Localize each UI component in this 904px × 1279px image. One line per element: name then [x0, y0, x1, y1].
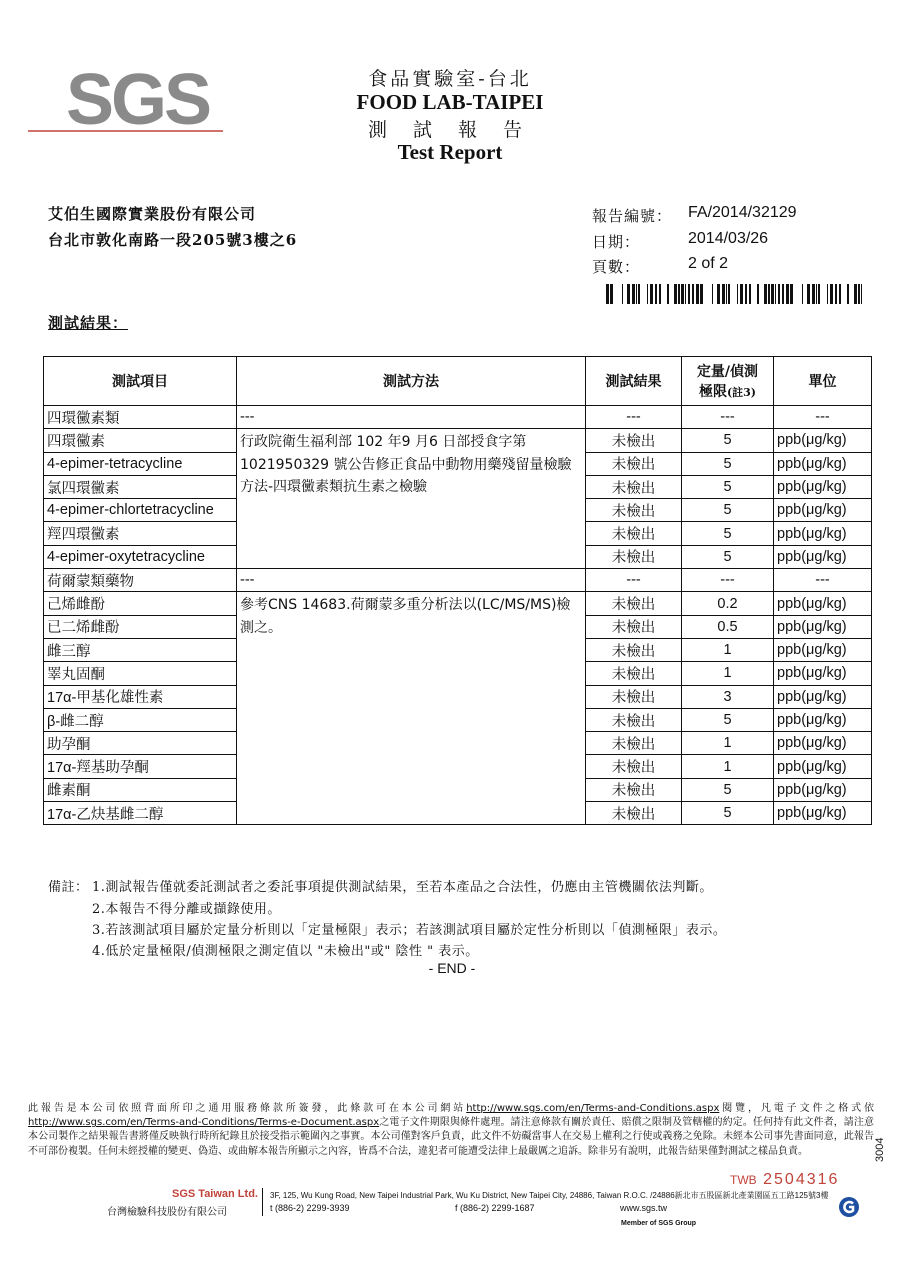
end-marker: - END -	[428, 960, 476, 976]
cell-result: 未檢出	[586, 732, 682, 755]
company-phone: t (886-2) 2299-3939	[270, 1203, 350, 1213]
note-1: 1.測試報告僅就委託測試者之委託事項提供測試結果，至若本產品之合法性，仍應由主管機關依法判斷。	[92, 880, 713, 895]
cell-limit: ---	[682, 406, 774, 429]
group-name: 荷爾蒙類藥物	[44, 569, 237, 592]
cell-unit: ---	[774, 569, 872, 592]
cell-item: 四環黴素	[44, 429, 237, 452]
header-unit: 單位	[774, 357, 872, 406]
cell-result: 未檢出	[586, 452, 682, 475]
table-row	[44, 592, 872, 615]
cell-limit: 1	[682, 732, 774, 755]
sgs-logo	[28, 62, 223, 134]
disclaimer-part-3: 之電子文件期限與條件處理。請注意條款有關於責任、賠償之限制及管轄權的約定。任何持有此文件者，請注意本公司製作之結果報告書將僅反映執行時所紀錄且於接受指示範圍內之事實。本公司僅對客戶負責，此文件不妨礙當事人在交易上權利之行使或義務之免除。未經本公司事先書面同意，此報告不可部份複製。任何未經授權的變更、偽造、或曲解本報告所顯示之內容，皆爲不合法，違犯者可能遭受法律上最嚴厲之追訴。除非另有說明，此報告結果僅對測試之樣品負責。	[28, 1117, 874, 1157]
cell-result: 未檢出	[586, 615, 682, 638]
cell-unit: ---	[774, 406, 872, 429]
cell-unit: ppb(μg/kg)	[774, 732, 872, 755]
cell-result: 未檢出	[586, 499, 682, 522]
cell-result: 未檢出	[586, 685, 682, 708]
cell-result: 未檢出	[586, 708, 682, 731]
cell-item: 己烯雌酚	[44, 592, 237, 615]
lab-name-en: FOOD LAB-TAIPEI	[356, 90, 544, 114]
cell-unit: ppb(μg/kg)	[774, 755, 872, 778]
report-pages: 2 of 2	[688, 255, 729, 272]
cell-limit: 0.2	[682, 592, 774, 615]
cell-method: 行政院衛生福利部 102 年9 月6 日部授食字第1021950329 號公告修正食品中動物用藥殘留量檢驗方法-四環黴素類抗生素之檢驗	[237, 429, 586, 569]
cell-item: 4-epimer-tetracycline	[44, 452, 237, 475]
table-row	[44, 569, 872, 592]
cell-result: 未檢出	[586, 522, 682, 545]
cell-unit: ppb(μg/kg)	[774, 522, 872, 545]
group-name: 四環黴素類	[44, 406, 237, 429]
twb-value: 2504316	[763, 1171, 840, 1188]
cell-unit: ppb(μg/kg)	[774, 615, 872, 638]
terms-e-document-link[interactable]: http://www.sgs.com/en/Terms-and-Conditions/Terms-e-Document.aspx	[28, 1117, 380, 1129]
cell-item: 17α-甲基化雄性素	[44, 685, 237, 708]
cell-limit: 5	[682, 452, 774, 475]
cell-result: ---	[586, 406, 682, 429]
cell-result: 未檢出	[586, 802, 682, 825]
lab-name-zh: 食品實驗室-台北	[368, 68, 532, 90]
cell-unit: ppb(μg/kg)	[774, 545, 872, 568]
cell-limit: 1	[682, 755, 774, 778]
header-method: 測試方法	[237, 357, 586, 406]
cell-item: 羥四環黴素	[44, 522, 237, 545]
report-number-label: 報告編號：	[592, 207, 673, 225]
cell-limit: 5	[682, 778, 774, 801]
member-text: Member of SGS Group	[621, 1220, 697, 1227]
cell-item: 4-epimer-oxytetracycline	[44, 545, 237, 568]
company-website[interactable]: www.sgs.tw	[620, 1203, 668, 1213]
cell-result: 未檢出	[586, 662, 682, 685]
cell-unit: ppb(μg/kg)	[774, 778, 872, 801]
disclaimer-part-2: 閱覽，凡電子文件之格式依	[719, 1103, 875, 1114]
cell-result: ---	[586, 569, 682, 592]
header-item: 測試項目	[44, 357, 237, 406]
cell-unit: ppb(μg/kg)	[774, 638, 872, 661]
cell-result: 未檢出	[586, 638, 682, 661]
cell-unit: ppb(μg/kg)	[774, 708, 872, 731]
results-title: 測試結果：	[48, 314, 129, 332]
disclaimer	[28, 1102, 874, 1159]
table-row	[44, 429, 872, 452]
cell-unit: ppb(μg/kg)	[774, 499, 872, 522]
header-limit-line2	[685, 381, 770, 401]
cell-method: ---	[237, 569, 586, 592]
cell-limit: 0.5	[682, 615, 774, 638]
company-name-en: SGS Taiwan Ltd.	[172, 1188, 258, 1200]
cell-item: 17α-乙炔基雌二醇	[44, 802, 237, 825]
header-limit	[682, 357, 774, 406]
cell-unit: ppb(μg/kg)	[774, 685, 872, 708]
header-limit-note: (註3)	[726, 386, 757, 399]
cell-item: 助孕酮	[44, 732, 237, 755]
note-3: 3.若該測試項目屬於定量分析則以「定量極限」表示；若該測試項目屬於定性分析則以「偵測極限」表示。	[92, 923, 727, 938]
notes-label: 備註：	[48, 880, 89, 895]
cell-item: 已二烯雌酚	[44, 615, 237, 638]
barcode	[606, 284, 862, 304]
cell-result: 未檢出	[586, 778, 682, 801]
twb-number	[730, 1171, 839, 1189]
cell-unit: ppb(μg/kg)	[774, 475, 872, 498]
cell-item: 4-epimer-chlortetracycline	[44, 499, 237, 522]
cell-unit: ppb(μg/kg)	[774, 802, 872, 825]
cell-limit: 5	[682, 522, 774, 545]
company-name-zh: 台灣檢驗科技股份有限公司	[107, 1207, 227, 1218]
company-fax: f (886-2) 2299-1687	[455, 1203, 535, 1213]
twb-label: TWB	[730, 1173, 757, 1187]
cell-unit: ppb(μg/kg)	[774, 452, 872, 475]
report-title-zh: 測 試 報 告	[367, 119, 533, 141]
disclaimer-part-1: 此報告是本公司依照背面所印之通用服務條款所簽發，此條款可在本公司網站	[28, 1103, 467, 1114]
table-row	[44, 406, 872, 429]
cell-unit: ppb(μg/kg)	[774, 592, 872, 615]
cell-limit: 5	[682, 475, 774, 498]
terms-link[interactable]: http://www.sgs.com/en/Terms-and-Conditions.aspx	[466, 1103, 720, 1114]
cell-limit: 1	[682, 638, 774, 661]
cell-limit: 1	[682, 662, 774, 685]
sgs-g-icon	[838, 1196, 860, 1218]
note-2: 2.本報告不得分離或擷錄使用。	[92, 902, 281, 917]
header-result: 測試結果	[586, 357, 682, 406]
cell-limit: 5	[682, 802, 774, 825]
cell-item: 17α-羥基助孕酮	[44, 755, 237, 778]
cell-item: β-雌二醇	[44, 708, 237, 731]
cell-item: 睪丸固酮	[44, 662, 237, 685]
header-limit-line1: 定量/偵測	[696, 364, 759, 380]
note-4: 4.低於定量極限/偵測極限之測定值以 "未檢出"或" 陰性 " 表示。	[92, 944, 479, 959]
report-title-en: Test Report	[397, 140, 503, 164]
cell-result: 未檢出	[586, 545, 682, 568]
svg-text:SGS: SGS	[66, 62, 210, 134]
footer-divider	[262, 1188, 263, 1216]
results-table	[43, 356, 872, 825]
cell-limit: 5	[682, 499, 774, 522]
client-address: 台北市敦化南路一段205號3樓之6	[48, 231, 298, 249]
client-name: 艾伯生國際實業股份有限公司	[48, 205, 257, 223]
cell-result: 未檢出	[586, 755, 682, 778]
cell-limit: 5	[682, 708, 774, 731]
report-pages-label: 頁數：	[592, 258, 641, 276]
cell-method: 參考CNS 14683.荷爾蒙多重分析法以(LC/MS/MS)檢測之。	[237, 592, 586, 825]
cell-limit: 5	[682, 545, 774, 568]
cell-result: 未檢出	[586, 592, 682, 615]
header-limit-word: 極限	[698, 384, 727, 400]
side-code: 3004	[874, 1137, 886, 1162]
cell-unit: ppb(μg/kg)	[774, 662, 872, 685]
cell-item: 氯四環黴素	[44, 475, 237, 498]
report-date: 2014/03/26	[688, 230, 769, 247]
company-address: 3F, 125, Wu Kung Road, New Taipei Industrial Park, Wu Ku District, New Taipei City, 24886, Taiwan R.O.C. /24886新北市五股區新北產業園區五工路125號3樓	[270, 1191, 829, 1200]
cell-unit: ppb(μg/kg)	[774, 429, 872, 452]
cell-limit: 3	[682, 685, 774, 708]
cell-item: 雌素酮	[44, 778, 237, 801]
report-number: FA/2014/32129	[688, 204, 797, 221]
cell-item: 雌三醇	[44, 638, 237, 661]
cell-result: 未檢出	[586, 429, 682, 452]
report-date-label: 日期：	[592, 233, 641, 251]
cell-result: 未檢出	[586, 475, 682, 498]
cell-method: ---	[237, 406, 586, 429]
cell-limit: ---	[682, 569, 774, 592]
cell-limit: 5	[682, 429, 774, 452]
